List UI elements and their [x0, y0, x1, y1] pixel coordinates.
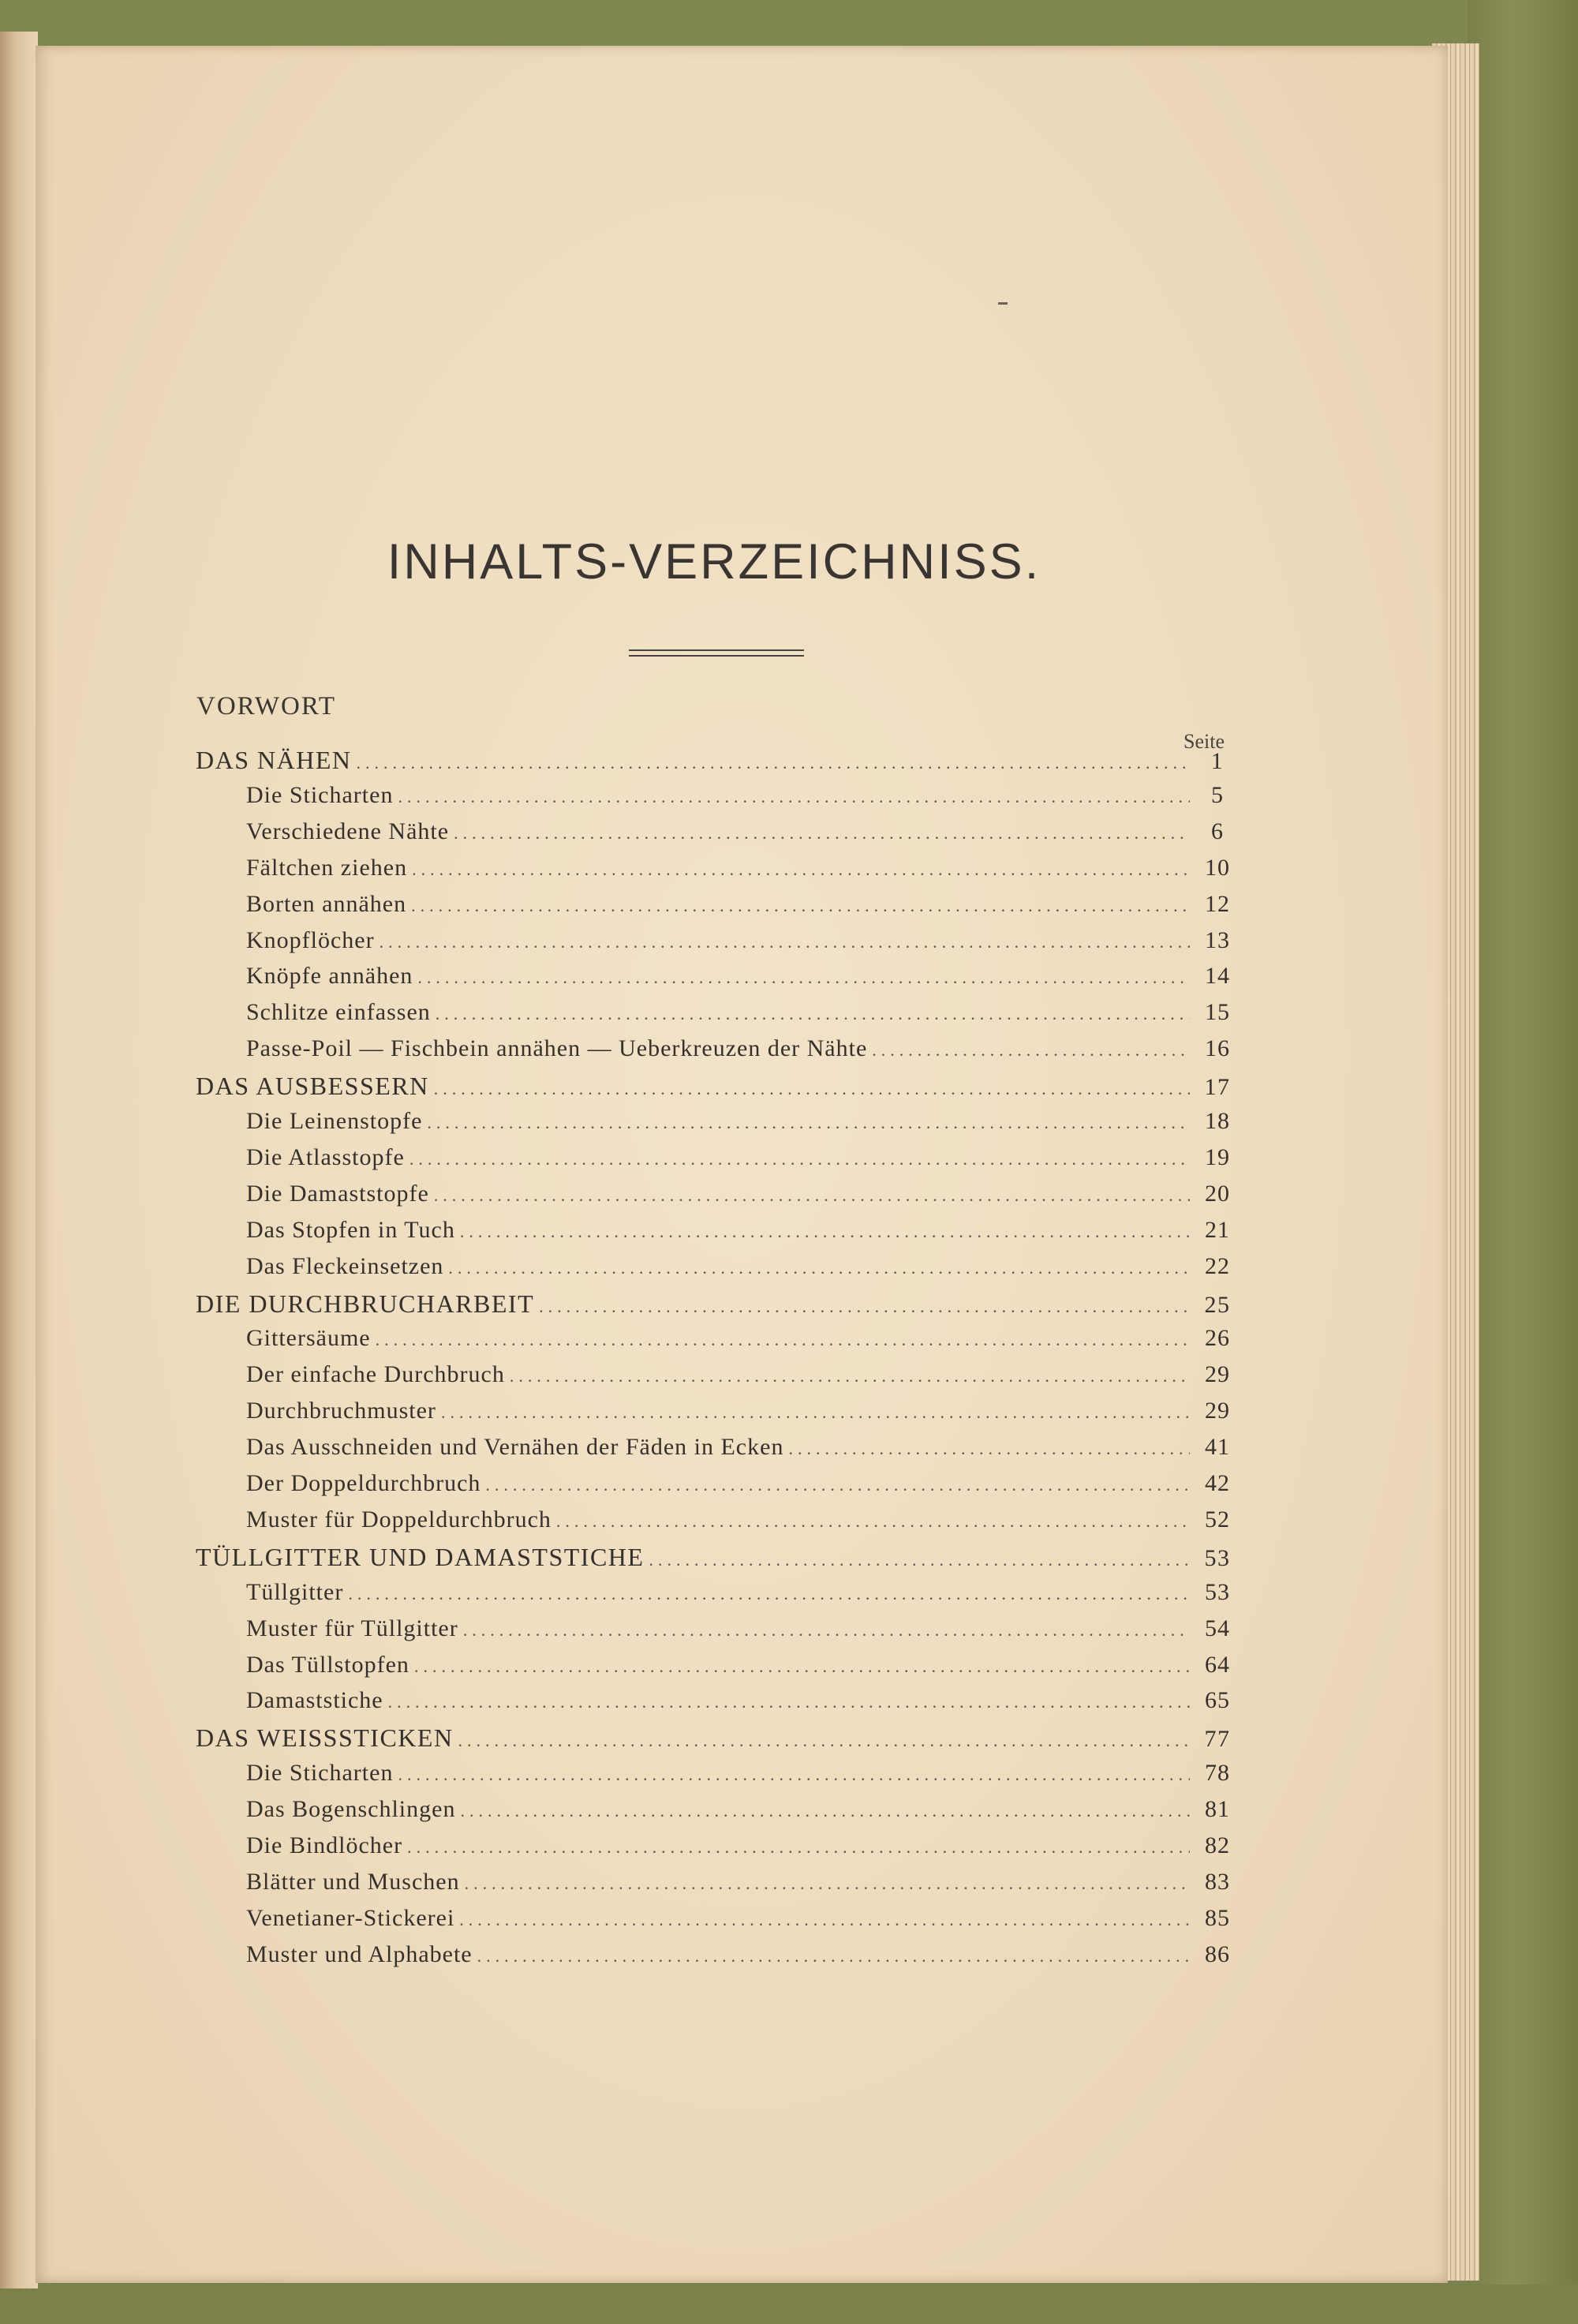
- toc-entry-title: Passe-Poil — Fischbein annähen — Ueberkreuzen der Nähte: [246, 1035, 868, 1061]
- toc-page-number: 54: [1205, 1615, 1230, 1641]
- toc-page-number: 22: [1205, 1253, 1230, 1279]
- toc-page-number: 53: [1204, 1545, 1231, 1571]
- toc-page-number: 82: [1205, 1832, 1230, 1858]
- toc-page-number: 17: [1204, 1074, 1231, 1100]
- toc-page-number: 19: [1205, 1144, 1230, 1170]
- toc-page-number: 29: [1205, 1361, 1230, 1387]
- toc-page-number: 65: [1205, 1687, 1230, 1713]
- toc-entry-title: Muster und Alphabete: [246, 1941, 473, 1967]
- toc-entry-title: Tüllgitter: [246, 1579, 344, 1605]
- toc-entry-title: Der Doppeldurchbruch: [246, 1470, 481, 1496]
- toc-page-number: 42: [1205, 1470, 1230, 1496]
- toc-page-number: 26: [1205, 1325, 1230, 1351]
- toc-page-number: 15: [1205, 999, 1230, 1025]
- toc-entry-title: Fältchen ziehen: [246, 855, 408, 881]
- toc-page-number: 10: [1205, 855, 1230, 881]
- toc-page-number: 13: [1205, 927, 1230, 953]
- toc-entry-title: DAS NÄHEN: [196, 746, 352, 774]
- toc-page-number: 83: [1205, 1869, 1230, 1895]
- page-column-label: Seite: [1184, 730, 1225, 753]
- toc-entry-title: Die Atlasstopfe: [246, 1144, 405, 1170]
- toc-page-number: 1: [1210, 748, 1225, 774]
- toc-entry-title: Borten annähen: [246, 891, 407, 917]
- toc-page-number: 81: [1205, 1796, 1230, 1822]
- toc-page-number: 14: [1205, 963, 1230, 989]
- toc-entry-title: Muster für Doppeldurchbruch: [246, 1506, 552, 1532]
- toc-entry-title: Die Leinenstopfe: [246, 1108, 423, 1134]
- toc-page-number: 5: [1211, 782, 1224, 808]
- double-rule-divider: [629, 649, 804, 657]
- toc-entry-title: TÜLLGITTER UND DAMASTSTICHE: [196, 1543, 645, 1571]
- toc-entry-title: DAS AUSBESSERN: [196, 1072, 429, 1100]
- book-page: [36, 46, 1448, 2283]
- toc-page-number: 77: [1204, 1726, 1231, 1752]
- toc-entry-title: Die Sticharten: [246, 1760, 394, 1786]
- toc-page-number: 85: [1205, 1905, 1230, 1931]
- toc-page-number: 78: [1205, 1760, 1230, 1786]
- toc-page-number: 64: [1205, 1652, 1230, 1678]
- toc-entry-title: Die Sticharten: [246, 782, 394, 808]
- toc-entry-title: Der einfache Durchbruch: [246, 1361, 505, 1387]
- book-cover-right: [1468, 0, 1578, 2324]
- toc-entry-title: Durchbruchmuster: [246, 1398, 436, 1424]
- toc-entry-title: Die Bindlöcher: [246, 1832, 403, 1858]
- toc-entry-title: Knopflöcher: [246, 927, 375, 953]
- toc-entry-title: Das Bogenschlingen: [246, 1796, 456, 1822]
- toc-entry-title: Venetianer-Stickerei: [246, 1905, 455, 1931]
- toc-entry-title: Blätter und Muschen: [246, 1869, 460, 1895]
- toc-entry-title: Muster für Tüllgitter: [246, 1615, 458, 1641]
- toc-entry-title: Das Tüllstopfen: [246, 1652, 409, 1678]
- ink-speck: [998, 302, 1008, 305]
- toc-entry-title: Verschiedene Nähte: [246, 818, 450, 844]
- toc-page-number: 52: [1205, 1506, 1230, 1532]
- toc-page-number: 12: [1205, 891, 1230, 917]
- toc-entry-title: Damaststiche: [246, 1687, 383, 1713]
- toc-entry-title: DIE DURCHBRUCHARBEIT: [196, 1289, 535, 1318]
- toc-page-number: 6: [1211, 818, 1224, 844]
- toc-entry-title: Das Ausschneiden und Vernähen der Fäden in Ecken: [246, 1434, 784, 1460]
- toc-page-number: 41: [1205, 1434, 1230, 1460]
- facing-page-edge: [0, 32, 38, 2288]
- toc-entry-title: Schlitze einfassen: [246, 999, 431, 1025]
- toc-entry-title: Das Fleckeinsetzen: [246, 1253, 444, 1279]
- toc-entry-title: Das Stopfen in Tuch: [246, 1217, 455, 1243]
- toc-entry-title: DAS WEISSSTICKEN: [196, 1723, 454, 1752]
- preface-heading: VORWORT: [196, 692, 337, 720]
- toc-page-number: 21: [1205, 1217, 1230, 1243]
- toc-page-number: 25: [1204, 1292, 1231, 1318]
- toc-page-number: 20: [1205, 1181, 1230, 1207]
- toc-page-number: 16: [1205, 1035, 1230, 1061]
- toc-entry-title: Die Damaststopfe: [246, 1181, 429, 1207]
- toc-page-number: 53: [1205, 1579, 1230, 1605]
- toc-page-number: 18: [1205, 1108, 1230, 1134]
- toc-entry-title: Knöpfe annähen: [246, 963, 413, 989]
- toc-page-number: 29: [1205, 1398, 1230, 1424]
- book-cover-top: [0, 0, 1578, 51]
- toc-entry-title: Gittersäume: [246, 1325, 371, 1351]
- book-cover-bottom: [0, 2285, 1578, 2324]
- page-title: INHALTS-VERZEICHNISS.: [387, 534, 1041, 589]
- toc-page-number: 86: [1205, 1941, 1230, 1967]
